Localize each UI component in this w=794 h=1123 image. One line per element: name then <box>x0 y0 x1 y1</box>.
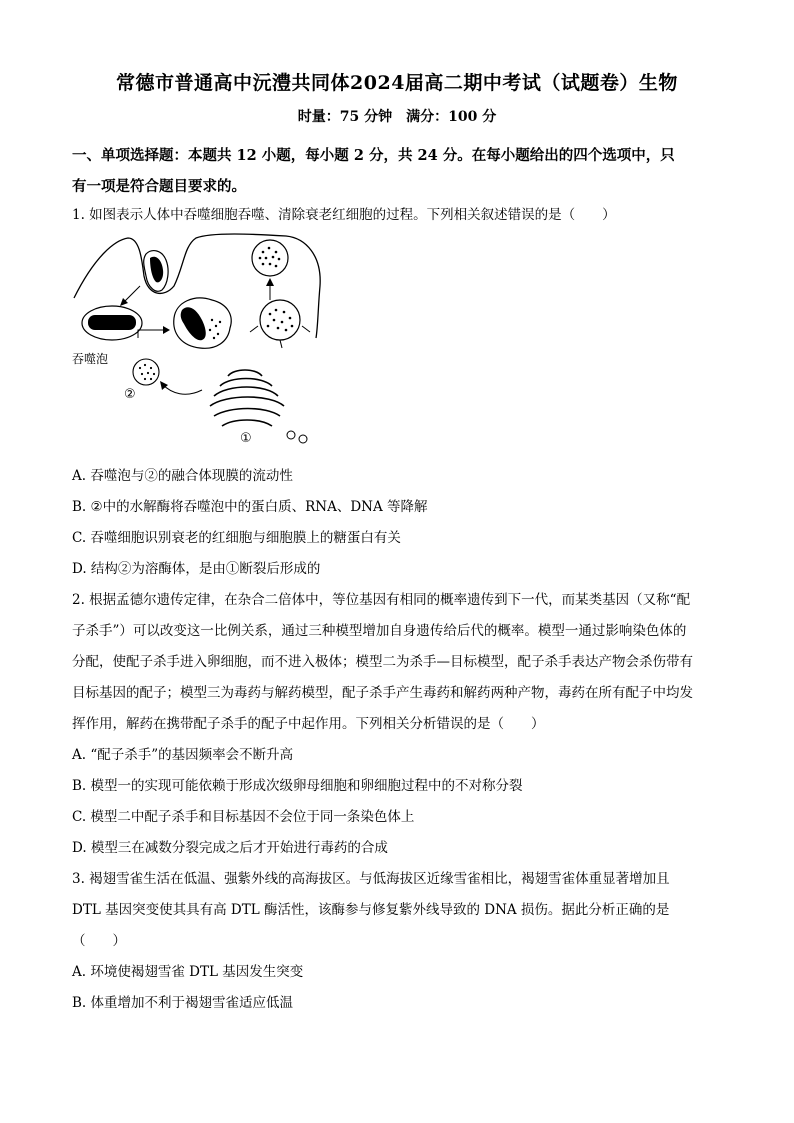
label-phagosome: 吞噬泡 <box>72 352 109 366</box>
golgi-vesicle-2 <box>299 435 307 443</box>
q2-option-b: B. 模型一的实现可能依赖于形成次级卵母细胞和卵细胞过程中的不对称分裂 <box>72 778 523 794</box>
section-heading <box>72 140 722 202</box>
vesicle-right <box>260 300 300 340</box>
q2-stem-line-3: 分配，使配子杀手进入卵细胞，而不进入极体；模型二为杀手—目标模型，配子杀手表达产物会杀伤带有 <box>72 654 693 670</box>
vesicle-top <box>252 240 288 276</box>
q1-option-d: D. 结构②为溶酶体，是由①断裂后形成的 <box>72 561 321 577</box>
q1-option-c: C. 吞噬细胞识别衰老的红细胞与细胞膜上的糖蛋白有关 <box>72 530 401 546</box>
arrow-3-head <box>266 278 274 286</box>
q3-option-b: B. 体重增加不利于褐翅雪雀适应低温 <box>72 995 294 1011</box>
q3-stem-line-2: DTL 基因突变使其具有高 DTL 酶活性，该酶参与修复紫外线导致的 DNA 损伤。据此分析正确的是 <box>72 902 670 918</box>
arrow-2 <box>138 330 166 338</box>
label-structure-2: ② <box>124 387 136 402</box>
section-heading-line-2: 有一项是符合题目要求的。 <box>72 178 246 195</box>
q3-stem-line-3: （ ） <box>72 933 126 949</box>
q2-option-c: C. 模型二中配子杀手和目标基因不会位于同一条染色体上 <box>72 809 415 825</box>
golgi-vesicle-1 <box>287 431 295 439</box>
arrow-4 <box>162 384 202 394</box>
section-heading-line-1: 一、单项选择题：本题共 12 小题，每小题 2 分，共 24 分。在每小题给出的四个选项中，只 <box>72 147 675 164</box>
q2-stem-line-4: 目标基因的配子；模型三为毒药与解药模型，配子杀手产生毒药和解药两种产物，毒药在所有配子中均发 <box>72 685 693 701</box>
q2-stem-line-2: 子杀手”）可以改变这一比例关系，通过三种模型增加自身遗传给后代的概率。模型一通过影响染色体的 <box>72 623 687 639</box>
label-structure-1: ① <box>240 431 252 446</box>
q2-option-d: D. 模型三在减数分裂完成之后才开始进行毒药的合成 <box>72 840 388 856</box>
q2-stem-line-5: 挥作用，解药在携带配子杀手的配子中起作用。下列相关分析错误的是（ ） <box>72 716 545 732</box>
phagocytosis-diagram <box>70 226 340 451</box>
q1-stem: 1. 如图表示人体中吞噬细胞吞噬、清除衰老红细胞的过程。下列相关叙述错误的是（ ） <box>72 207 616 223</box>
lysosome <box>133 359 159 385</box>
q2-stem-line-1: 2. 根据孟德尔遗传定律，在杂合二倍体中，等位基因有相同的概率遗传到下一代，而某类基因（又称“配 <box>72 592 691 608</box>
q3-option-a: A. 环境使褐翅雪雀 DTL 基因发生突变 <box>72 964 304 980</box>
phagosome-left-core <box>88 315 136 330</box>
q3-stem-line-1: 3. 褐翅雪雀生活在低温、强紫外线的高海拔区。与低海拔区近缘雪雀相比，褐翅雪雀体重显著增加且 <box>72 871 670 887</box>
q1-option-b: B. ②中的水解酶将吞噬泡中的蛋白质、RNA、DNA 等降解 <box>72 499 428 515</box>
q1-option-a: A. 吞噬泡与②的融合体现膜的流动性 <box>72 468 293 484</box>
golgi-apparatus <box>210 370 284 426</box>
arrow-2-head <box>163 326 170 334</box>
exam-title: 常德市普通高中沅澧共同体2024届高二期中考试（试题卷）生物 <box>116 72 678 94</box>
q2-option-a: A. “配子杀手”的基因频率会不断升高 <box>72 747 294 763</box>
exam-duration-score: 时量：75 分钟 满分：100 分 <box>297 109 497 125</box>
